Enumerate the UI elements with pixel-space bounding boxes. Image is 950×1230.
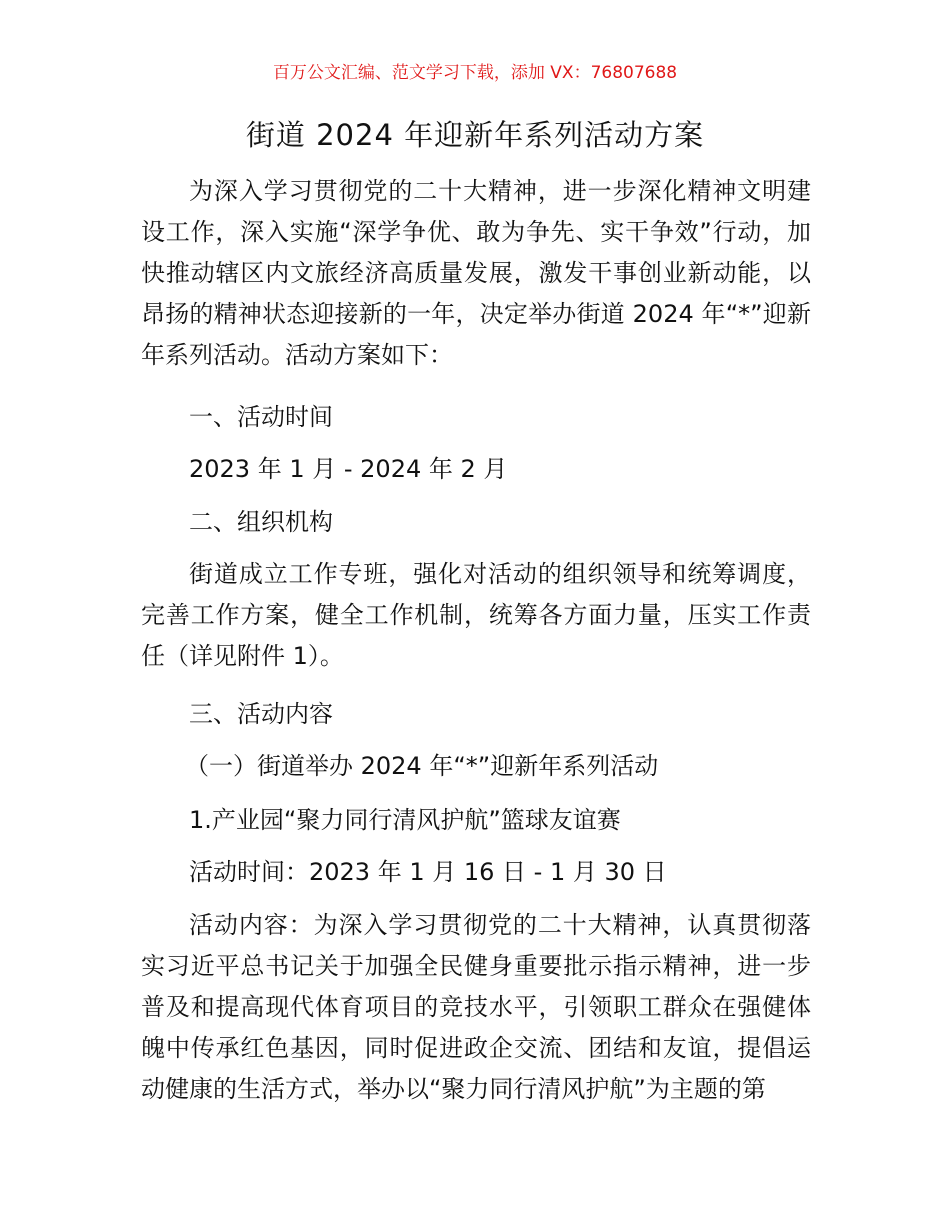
subsection-1-heading: （一）街道举办 2024 年“*”迎新年系列活动 [185,752,659,780]
document-title: 街道 2024 年迎新年系列活动方案 [245,118,705,152]
item-1-content: 活动内容：为深入学习贯彻党的二十大精神，认真贯彻落实习近平总书记关于加强全民健身重要批示指示精神，进一步普及和提高现代体育项目的竞技水平，引领职工群众在强健体魄中传承红色基因，同时促进政企交流、团结和友谊，提倡运动健康的生活方式，举办以“聚力同行清风护航”为主题的第 [141,911,811,1103]
item-1-time: 活动时间：2023 年 1 月 16 日 - 1 月 30 日 [189,858,667,886]
section-3-heading: 三、活动内容 [189,700,333,728]
intro-paragraph: 为深入学习贯彻党的二十大精神，进一步深化精神文明建设工作，深入实施“深学争优、敢为争先、实干争效”行动，加快推动辖区内文旅经济高质量发展，激发干事创业新动能，以昂扬的精神状态迎接新的一年，决定举办街道 2024 年“*”迎新年系列活动。活动方案如下： [141,177,811,369]
section-2-heading: 二、组织机构 [189,508,333,536]
item-1-heading: 1.产业园“聚力同行清风护航”篮球友谊赛 [189,806,621,834]
section-1-content: 2023 年 1 月 - 2024 年 2 月 [189,455,508,483]
section-1-heading: 一、活动时间 [189,403,333,431]
header-promo-note: 百万公文汇编、范文学习下载，添加 VX：76807688 [272,63,678,83]
section-2-paragraph: 街道成立工作专班，强化对活动的组织领导和统筹调度，完善工作方案，健全工作机制，统筹各方面力量，压实工作责任（详见附件 1）。 [141,560,811,670]
